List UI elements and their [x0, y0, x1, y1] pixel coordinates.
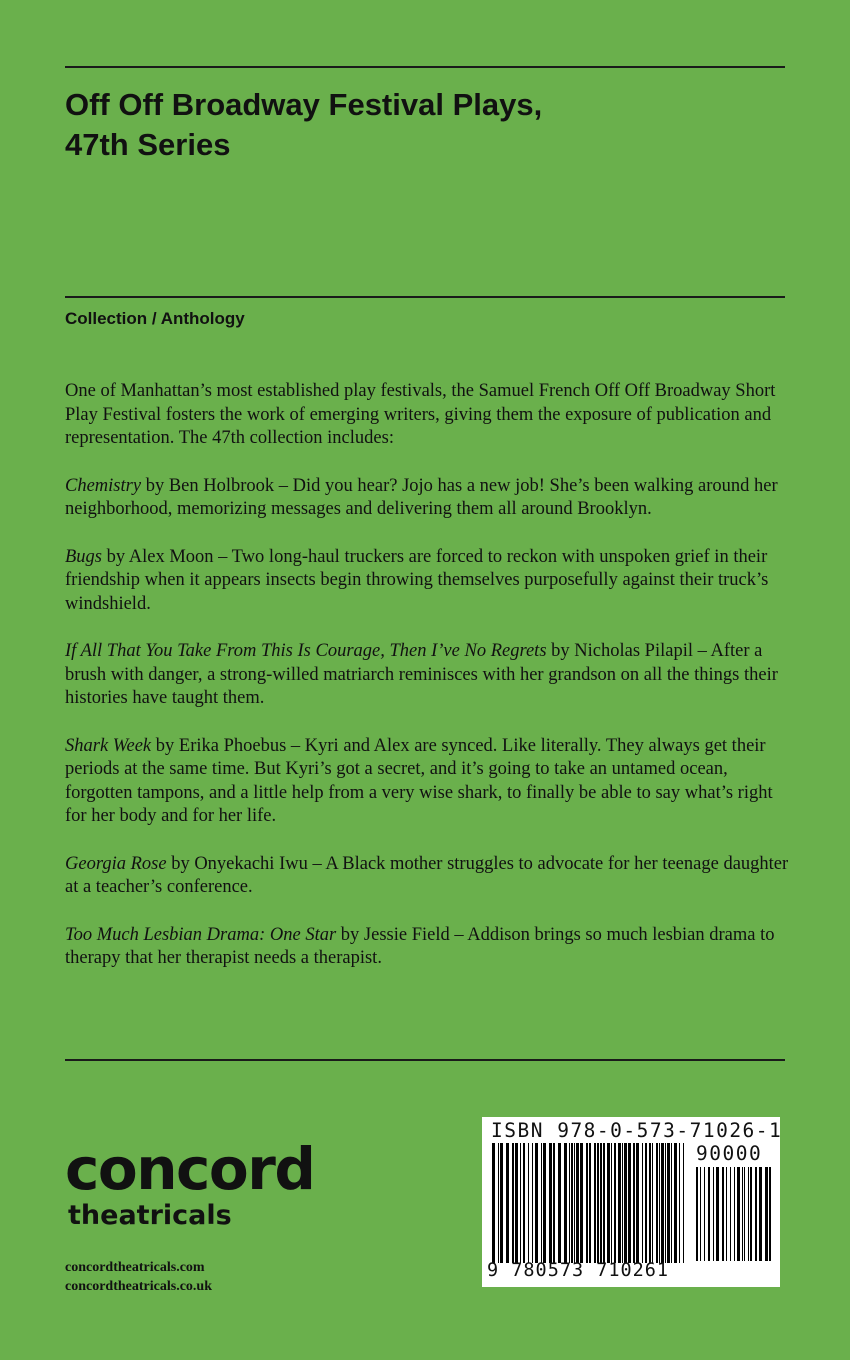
- barcode-bar: [558, 1143, 561, 1263]
- intro-paragraph: One of Manhattan’s most established play festivals, the Samuel French Off Off Broadway Short Play Festival fosters the work of emerging writers, giving them the exposure of publication and representation. The 47th collection includes:: [65, 381, 776, 448]
- footer-rule: [65, 1059, 785, 1061]
- barcode-bar: [661, 1143, 664, 1263]
- barcode-bar: [600, 1143, 602, 1263]
- barcode-bar: [576, 1143, 579, 1263]
- price-addon: 90000: [696, 1142, 763, 1165]
- barcode-bar: [633, 1143, 635, 1263]
- title-line-2: 47th Series: [65, 127, 231, 162]
- barcode-bar: [611, 1143, 612, 1263]
- barcode-bar: [769, 1167, 771, 1261]
- barcode-bar: [515, 1143, 518, 1263]
- barcode-bar: [541, 1143, 542, 1263]
- barcode-bar: [700, 1167, 701, 1261]
- barcode-bar: [543, 1143, 546, 1263]
- barcode-bar: [597, 1143, 599, 1263]
- play-entry: [65, 475, 795, 522]
- barcode-bar: [744, 1167, 745, 1261]
- barcode-bar: [607, 1143, 610, 1263]
- barcode-bar: [656, 1143, 658, 1263]
- category-label: Collection / Anthology: [65, 309, 245, 328]
- barcode-bar: [580, 1143, 583, 1263]
- publisher-logo: [65, 1135, 315, 1232]
- barcode-bar: [553, 1143, 555, 1263]
- barcode-bar: [730, 1167, 731, 1261]
- play-title: Shark Week: [65, 735, 152, 756]
- barcode-bar: [696, 1167, 698, 1261]
- barcode-bar: [652, 1143, 653, 1263]
- play-byline: by Alex Moon – Two long-haul truckers are forced to reckon with unspoken grief in their friendship when it appears insects begin throwing themselves purposefully against their truck’s windshield.: [65, 546, 769, 614]
- barcode-bar: [636, 1143, 639, 1263]
- barcode-bar: [532, 1143, 533, 1263]
- url-uk: concordtheatricals.co.uk: [65, 1279, 212, 1294]
- barcode-bar: [528, 1143, 529, 1263]
- logo-subtitle: theatricals: [68, 1200, 232, 1231]
- barcode-bar: [512, 1143, 514, 1263]
- barcode-bar: [492, 1143, 495, 1263]
- logo-wordmark: concord: [65, 1135, 315, 1203]
- barcode-bar: [498, 1143, 499, 1263]
- barcode-bar: [571, 1143, 573, 1263]
- barcode-bar: [535, 1143, 538, 1263]
- barcode-bar: [679, 1143, 680, 1263]
- play-title: Chemistry: [65, 475, 142, 496]
- barcode-bar: [765, 1167, 768, 1261]
- addon-bars: [696, 1167, 776, 1263]
- play-byline: by Jessie Field – Addison brings so much lesbian drama to therapy that her therapist needs a therapist.: [65, 924, 775, 968]
- barcode-bar: [618, 1143, 621, 1263]
- barcode-bars: [492, 1143, 688, 1263]
- barcode-bar: [586, 1143, 588, 1263]
- barcode-bar: [649, 1143, 651, 1263]
- barcode-bar: [589, 1143, 591, 1263]
- barcode-bar: [716, 1167, 719, 1261]
- barcode-bar: [755, 1167, 757, 1261]
- barcode-bar: [549, 1143, 552, 1263]
- play-entry: [65, 853, 795, 900]
- play-title: Bugs: [65, 546, 102, 567]
- barcode-bar: [523, 1143, 525, 1263]
- barcode-bar: [622, 1143, 623, 1263]
- play-entry: [65, 735, 795, 829]
- play-entry: [65, 640, 795, 711]
- play-byline: by Erika Phoebus – Kyri and Alex are synced. Like literally. They always get their periods at the same time. But Kyri’s got a secret, and it’s going to take an untamed ocean, forgotten tampons, and a little help from a very wise shark, to finally be able to say what’s right for her body and for her life.: [65, 735, 773, 826]
- play-title: Too Much Lesbian Drama: One Star: [65, 924, 337, 945]
- play-entry: [65, 546, 795, 617]
- publisher-urls: [65, 1258, 212, 1296]
- barcode-bar: [704, 1167, 705, 1261]
- barcode-bar: [569, 1143, 570, 1263]
- barcode-bar: [742, 1167, 743, 1261]
- barcode-bar: [713, 1167, 714, 1261]
- barcode-bar: [748, 1167, 749, 1261]
- barcode-bar: [645, 1143, 647, 1263]
- barcode-bar: [708, 1167, 710, 1261]
- barcode-bar: [614, 1143, 616, 1263]
- category-rule: [65, 296, 785, 298]
- barcode-bar: [520, 1143, 521, 1263]
- top-rule: [65, 66, 785, 68]
- barcode-bar: [683, 1143, 684, 1263]
- barcode-bar: [628, 1143, 631, 1263]
- barcode-bar: [500, 1143, 503, 1263]
- isbn-label: ISBN 978-0-573-71026-1: [491, 1119, 783, 1142]
- barcode-digits: 9 780573 710261: [487, 1260, 670, 1281]
- barcode-bar: [574, 1143, 575, 1263]
- barcode-bar: [737, 1167, 740, 1261]
- barcode-bar: [667, 1143, 670, 1263]
- barcode-bar: [674, 1143, 677, 1263]
- barcode-bar: [734, 1167, 735, 1261]
- barcode-bar: [671, 1143, 672, 1263]
- play-byline: by Ben Holbrook – Did you hear? Jojo has a new job! She’s been walking around her neighborhood, memorizing messages and delivering them all around Brooklyn.: [65, 475, 778, 519]
- barcode-bar: [603, 1143, 605, 1263]
- barcode-bar: [659, 1143, 660, 1263]
- play-title: Georgia Rose: [65, 853, 167, 874]
- barcode-bar: [624, 1143, 627, 1263]
- barcode-bar: [759, 1167, 762, 1261]
- url-us: concordtheatricals.com: [65, 1260, 205, 1275]
- barcode-bar: [722, 1167, 724, 1261]
- barcode-bar: [642, 1143, 643, 1263]
- barcode-bar: [594, 1143, 596, 1263]
- barcode-bar: [665, 1143, 666, 1263]
- play-title: If All That You Take From This Is Courage, Then I’ve No Regrets: [65, 641, 547, 661]
- play-byline: by Nicholas Pilapil – After a brush with danger, a strong-willed matriarch reminisces with her grandson on all the things their histories have taught them.: [65, 641, 778, 708]
- isbn-barcode: [482, 1117, 783, 1287]
- description: [65, 380, 795, 995]
- barcode-bar: [506, 1143, 509, 1263]
- book-title: [65, 85, 785, 165]
- barcode-bar: [726, 1167, 727, 1261]
- barcode-bar: [564, 1143, 567, 1263]
- barcode-bar: [750, 1167, 752, 1261]
- title-line-1: Off Off Broadway Festival Plays,: [65, 87, 543, 122]
- play-entry: [65, 924, 795, 971]
- play-byline: by Onyekachi Iwu – A Black mother struggles to advocate for her teenage daughter at a teacher’s conference.: [65, 853, 789, 897]
